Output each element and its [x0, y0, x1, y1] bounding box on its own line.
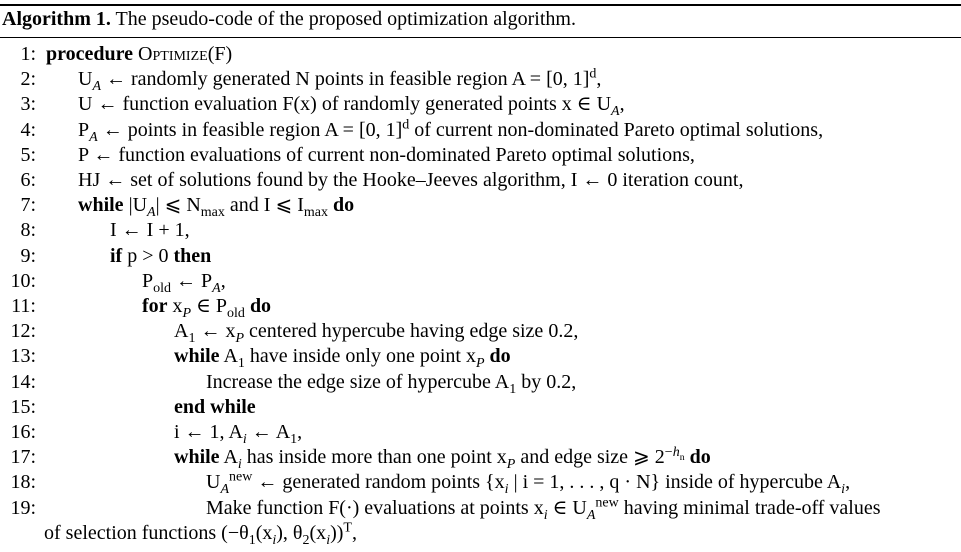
line-number: 5:	[20, 143, 36, 166]
line-text: $U_A$ ← randomly generated N points in feasible region A = [0, 1]$^d$,	[78, 66, 602, 95]
algorithm-line	[0, 444, 961, 473]
line-text: while $A_i$ has inside more than one point $x_P$ and edge size ⩾ $2^{-h_n}$ do	[174, 444, 711, 473]
line-number: 4:	[20, 118, 36, 141]
line-number: 9:	[20, 244, 36, 267]
algorithm-line	[0, 143, 961, 168]
algorithm-line	[0, 395, 961, 420]
algorithm-line	[0, 269, 961, 294]
line-text: $P_{old}$ ← $P_A$,	[142, 269, 226, 296]
line-number: 1:	[20, 43, 36, 65]
algorithm-line	[0, 244, 961, 269]
line-text: U ← function evaluation F(x) of randomly generated points x ∈ $U_A$,	[78, 93, 625, 120]
line-number: 17:	[10, 446, 36, 469]
caption-text: The pseudo-code of the proposed optimization algorithm.	[115, 8, 576, 30]
algorithm-caption	[2, 8, 576, 31]
algorithm-line	[0, 218, 961, 243]
caption-rule	[0, 37, 961, 38]
line-text: of selection functions ($-\theta_1(x_i)$, $\theta_2(x_i))^T$,	[44, 520, 357, 548]
line-text: I ← I + 1,	[110, 219, 190, 242]
line-text: while $A_1$ have inside only one point $x_P$ do	[174, 345, 511, 372]
line-text: P ← function evaluations of current non-dominated Pareto optimal solutions,	[78, 143, 695, 166]
line-text: $P_A$ ← points in feasible region A = [0, 1]$^d$ of current non-dominated Pareto optimal solutions,	[78, 116, 824, 145]
algorithm-line	[0, 496, 961, 521]
algorithm-line	[0, 193, 961, 221]
line-text: i ← 1, $A_i$ ← $A_1$,	[174, 421, 303, 447]
algorithm-line	[0, 521, 961, 546]
line-text: Make function F(·) evaluations at points $x_i$ ∈ $U_A^{new}$ having minimal trade-off values	[206, 494, 881, 523]
algorithm-line	[0, 370, 961, 395]
line-number: 19:	[10, 496, 36, 519]
line-text: end while	[174, 395, 256, 418]
line-number: 7:	[20, 194, 36, 217]
algorithm-line	[0, 319, 961, 347]
line-text: while $|U_A|$ ⩽ $N_{max}$ and I ⩽ $I_{max}$ do	[78, 194, 355, 221]
line-text: for $x_P$ ∈ $P_{old}$ do	[142, 295, 272, 321]
line-text: $A_1$ ← $x_P$ centered hypercube having edge size 0.2,	[174, 320, 579, 347]
line-number: 14:	[10, 370, 36, 393]
algorithm-line	[0, 469, 961, 498]
algorithm-line	[0, 92, 961, 120]
line-text: HJ ← set of solutions found by the Hooke–Jeeves algorithm, I ← 0 iteration count,	[78, 169, 744, 191]
line-number: 18:	[10, 471, 36, 494]
line-text: $U_A^{new}$ ← generated random points {$x_i$ | i = 1, . . . , q · N} inside of hypercube $A_i$,	[206, 469, 851, 498]
algorithm-line	[0, 66, 961, 95]
algorithm-line	[0, 294, 961, 319]
algorithm-line	[0, 420, 961, 445]
line-number: 16:	[10, 421, 36, 443]
line-text: if p > 0 then	[110, 244, 212, 267]
line-number: 12:	[10, 320, 36, 343]
line-number: 11:	[11, 295, 36, 317]
algorithm-line	[0, 118, 961, 143]
caption-label: Algorithm 1.	[2, 8, 111, 30]
top-rule	[0, 4, 961, 6]
line-number: 3:	[20, 93, 36, 116]
line-text: Increase the edge size of hypercube $A_1$ by 0.2,	[206, 370, 577, 397]
line-number: 6:	[20, 169, 36, 191]
line-text: procedure Optimize(F)	[46, 43, 233, 65]
algorithm-line	[0, 344, 961, 372]
algorithm-line	[0, 168, 961, 193]
algorithm-line	[0, 42, 961, 67]
line-number: 15:	[10, 395, 36, 418]
line-number: 13:	[10, 345, 36, 368]
line-number: 8:	[20, 219, 36, 242]
line-number: 2:	[20, 68, 36, 91]
line-number: 10:	[10, 269, 36, 292]
